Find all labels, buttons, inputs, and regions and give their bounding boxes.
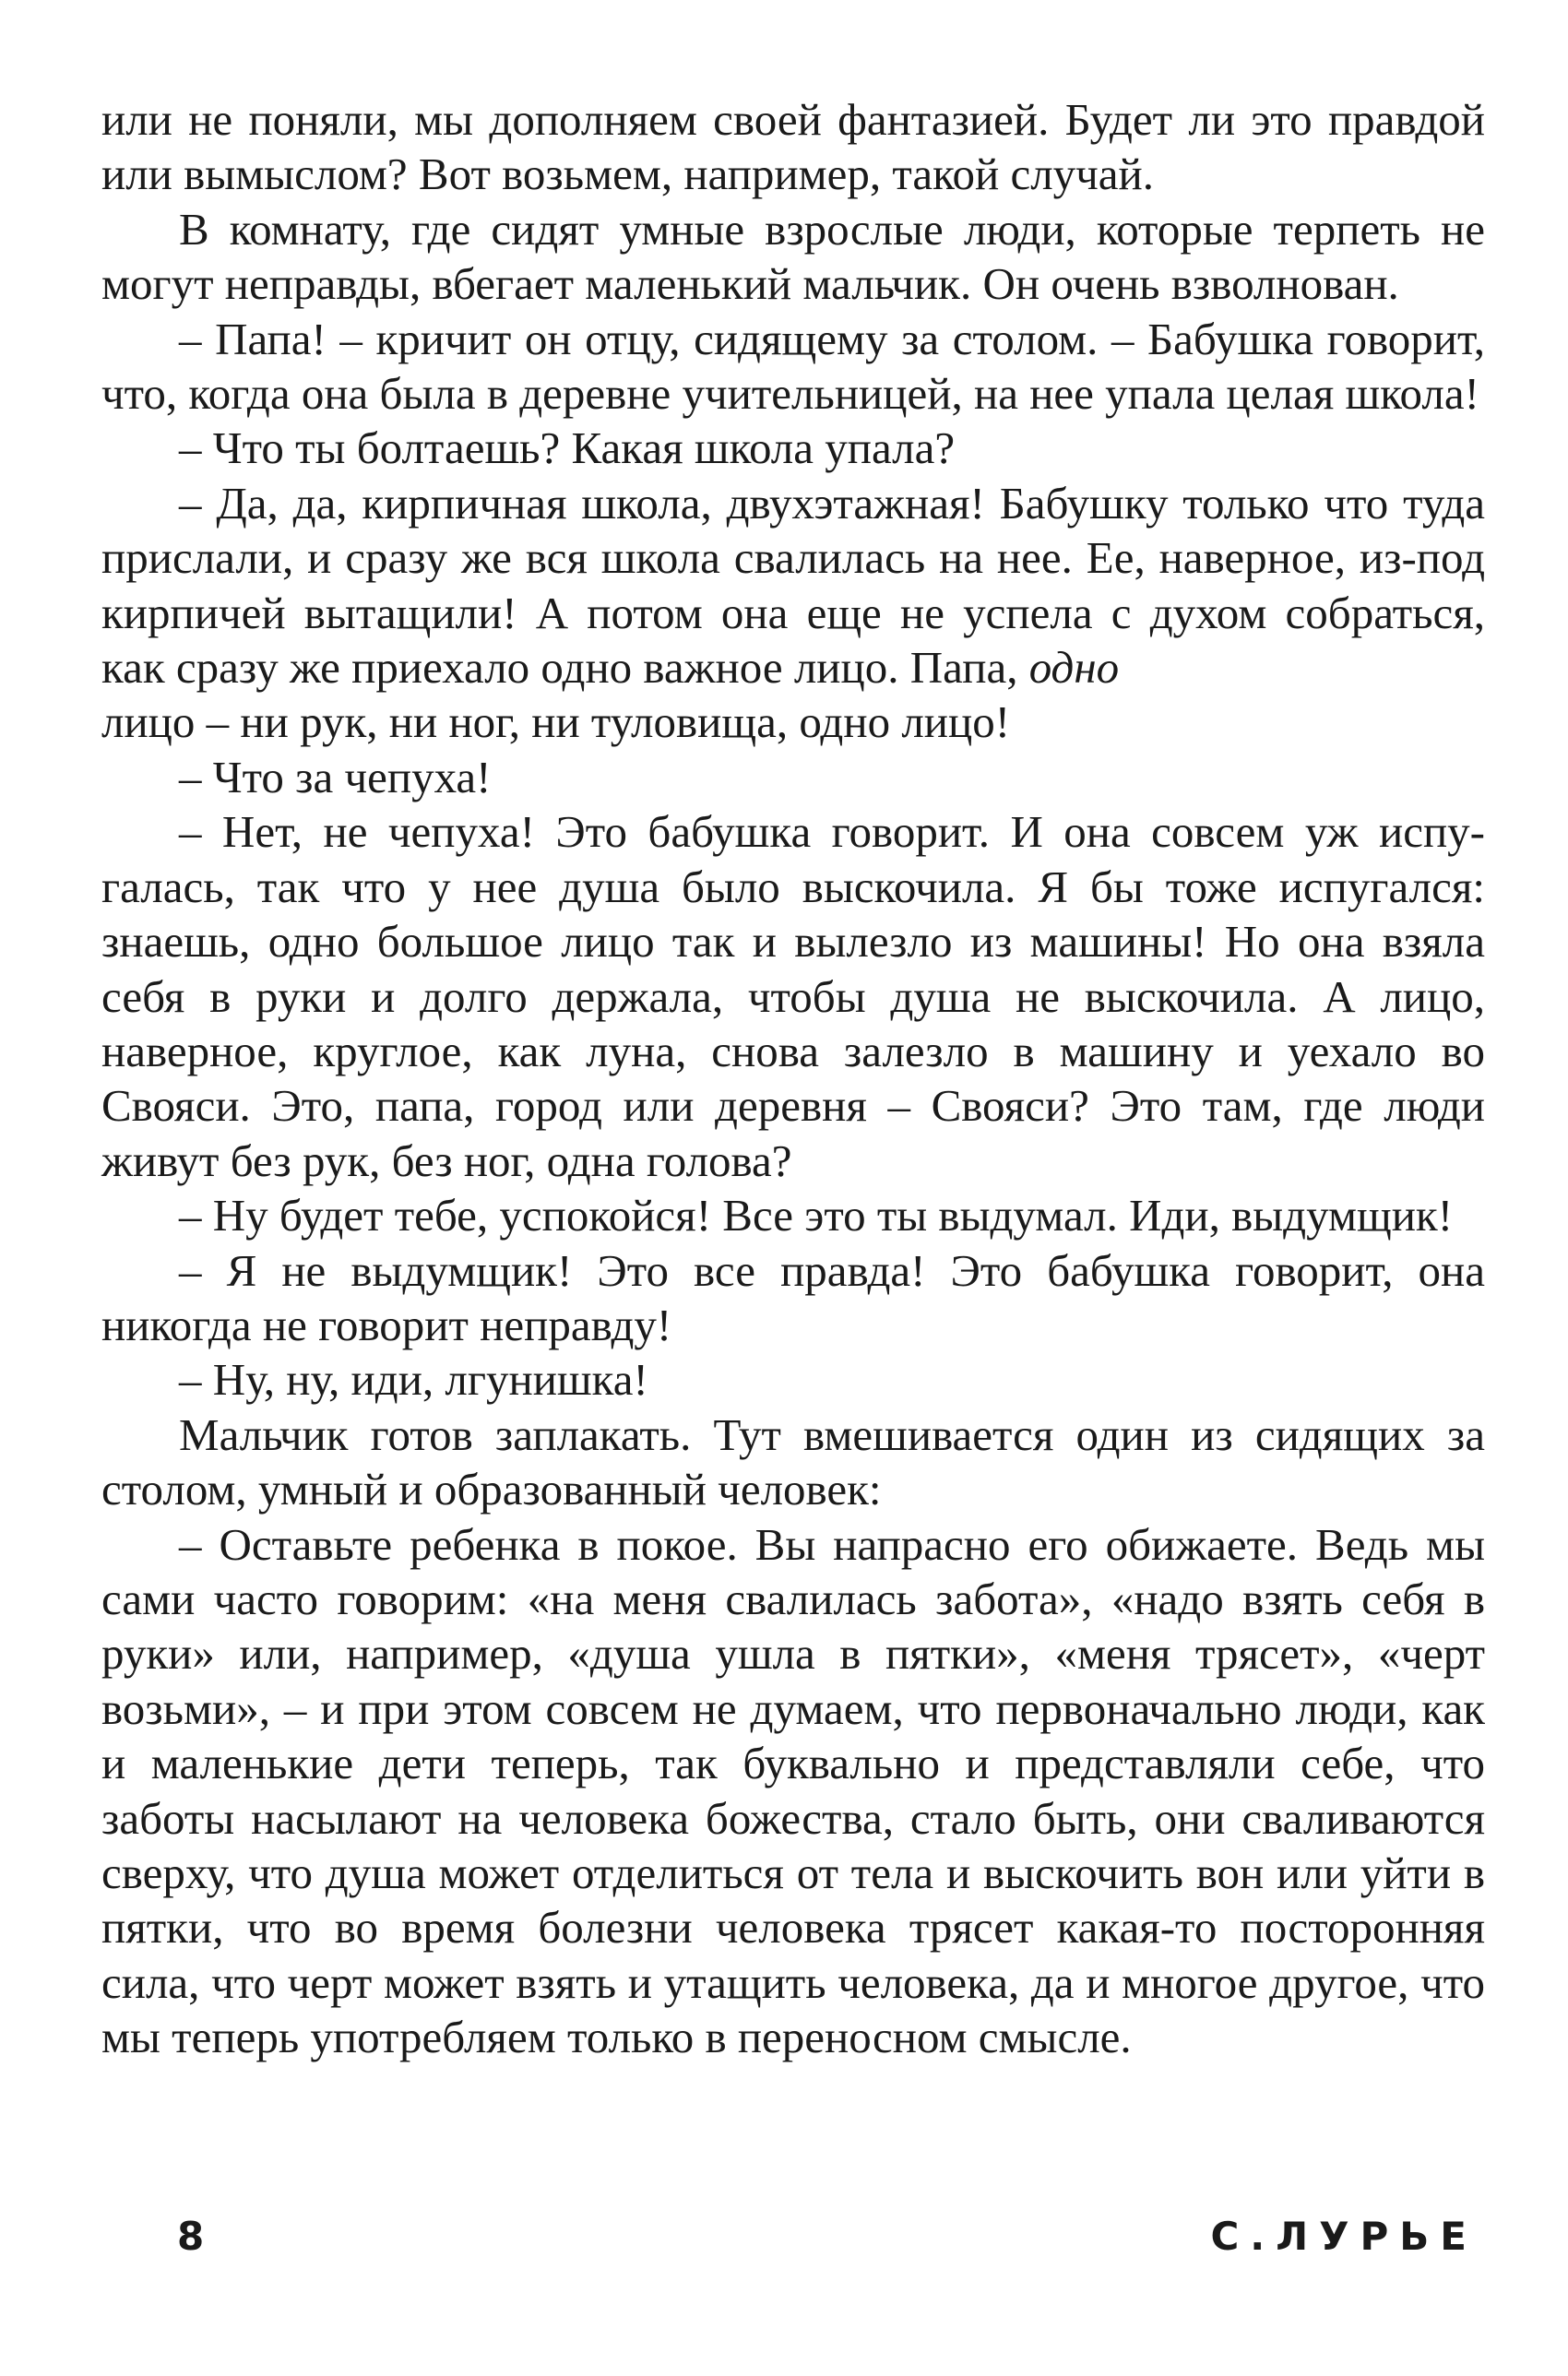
page-footer: [101, 2214, 1485, 2269]
paragraph: – Папа! – кричит он отцу, сидящему за столом. – Бабушка говорит, что, когда она была в деревне учительницей, на нее упала целая школа!: [101, 313, 1485, 420]
paragraph: В комнату, где сидят умные взрослые люди, которые терпеть не могут неправды, вбегает маленький мальчик. Он очень взволнован.: [101, 203, 1485, 310]
paragraph-text: – Да, да, кирпичная школа, двухэтажная! Бабушку только что туда прислали, и сразу же вся школа свалилась на нее. Ее, наверное, из-под кирпичей вытащили! А потом она еще не успела с духом собраться, как сразу же приехало одно важное лицо. Папа,: [101, 477, 1485, 694]
paragraph: Мальчик готов заплакать. Тут вмешивается один из сидящих за столом, умный и образованный человек:: [101, 1408, 1485, 1515]
emphasized-word: одно: [1028, 642, 1120, 694]
paragraph: или не поняли, мы дополняем своей фантазией. Будет ли это правдой или вымыслом? Вот возьмем, например, такой случай.: [101, 94, 1485, 200]
page-number: 8: [177, 2214, 205, 2259]
paragraph-text-continued: лицо – ни рук, ни ног, ни туловища, одно лицо!: [101, 696, 1011, 748]
paragraph: – Ну, ну, иди, лгунишка!: [179, 1354, 648, 1406]
body-text: [101, 92, 1485, 2065]
paragraph: – Ну будет тебе, успокойся! Все это ты выдумал. Иди, выдумщик!: [179, 1190, 1454, 1241]
paragraph: – Оставьте ребенка в покое. Вы напрасно его обижаете. Ведь мы сами часто говорим: «на меня свалилась забота», «надо взять себя в руки» или, например, «душа ушла в пятки», «меня трясет», «черт возьми», – и при этом совсем не думаем, что первоначально люди, как и маленькие дети теперь, так буквально и представляли себе, что заботы насылают на человека божества, стало быть, они сваливаются сверху, что душа может отделиться от тела и выскочить вон или уйти в пятки, что во время болезни человека трясет какая-то посторонняя сила, что черт может взять и утащить человека, да и многое другое, что мы теперь употребляем только в переносном смысле.: [101, 1518, 1485, 2063]
paragraph: – Что за чепуха!: [179, 751, 492, 802]
paragraph: [101, 476, 1485, 750]
paragraph: – Нет, не чепуха! Это бабушка говорит. И она совсем уж испугалась, так что у нее душа было выскочила. Я бы тоже испугался: знаешь, одно большое лицо так и вылезло из машины! Но она взяла себя в руки и долго держала, чтобы душа не выскочила. А лицо, наверное, круглое, как луна, снова залезло в машину и уехало во Свояси. Это, папа, город или деревня – Свояси? Это там, где люди живут без рук, без ног, одна голова?: [101, 806, 1485, 1186]
paragraph: – Я не выдумщик! Это все правда! Это бабушка говорит, она никогда не говорит неправду!: [101, 1244, 1485, 1350]
running-head-author: С.ЛУРЬЕ: [1210, 2214, 1478, 2259]
book-page: [101, 92, 1485, 2343]
paragraph: – Что ты болтаешь? Какая школа упала?: [179, 422, 956, 474]
